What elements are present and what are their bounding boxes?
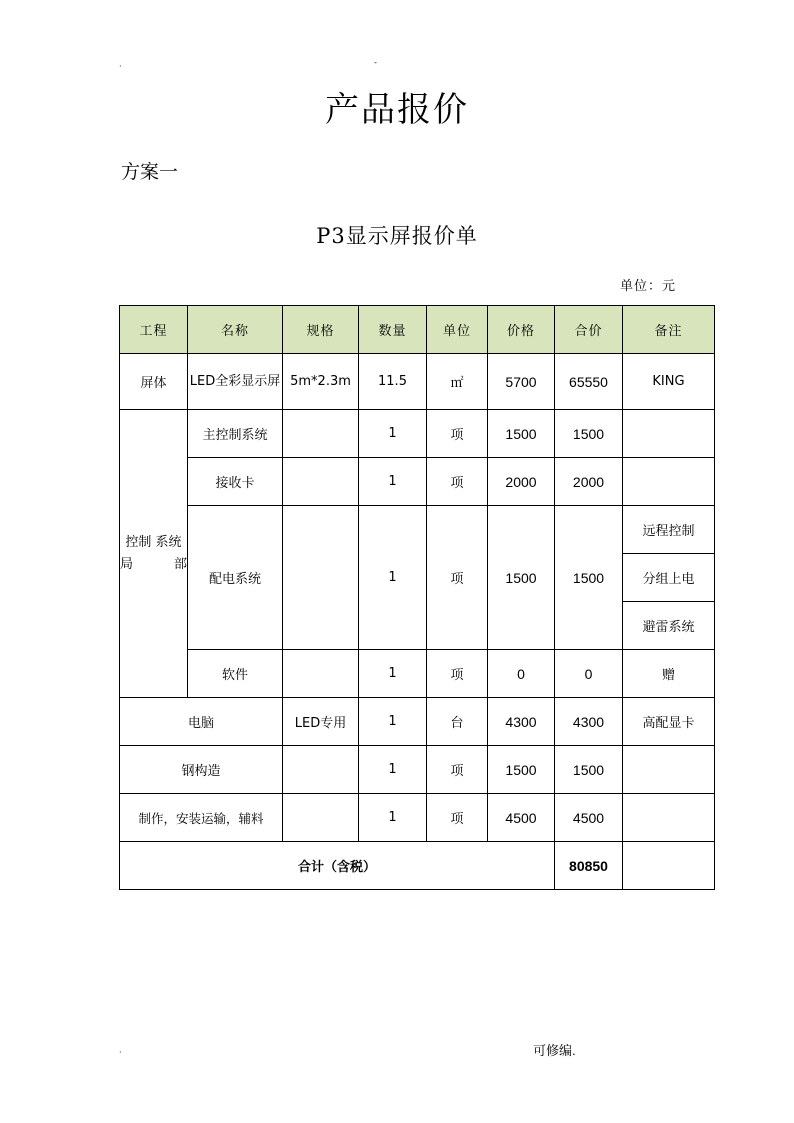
price-cell: 1500 (488, 746, 555, 794)
sum-row (120, 842, 715, 890)
remark-cell (623, 458, 715, 506)
total-cell: 1500 (555, 746, 623, 794)
total-cell: 1500 (555, 410, 623, 458)
header-row (120, 306, 715, 354)
remark-cell: 避雷系统 (623, 602, 715, 650)
sum-value: 80850 (555, 842, 623, 890)
unit-cell: ㎡ (427, 354, 488, 410)
header-cell: 工程 (120, 306, 188, 354)
remark-cell (623, 842, 715, 890)
spec-cell (283, 794, 359, 842)
page-title: 产品报价 (325, 90, 469, 130)
table-row (120, 746, 715, 794)
quote-table (119, 305, 715, 890)
name-cell: LED全彩显示屏 (188, 354, 283, 410)
spec-cell (283, 746, 359, 794)
price-cell: 1500 (488, 410, 555, 458)
qty-cell: 11.5 (359, 354, 427, 410)
name-cell: 主控制系统 (188, 410, 283, 458)
qty-cell: 1 (359, 410, 427, 458)
total-cell: 2000 (555, 458, 623, 506)
control-group-cell: 控制 系统 局部 (120, 410, 188, 698)
name-cell: 配电系统 (188, 506, 283, 650)
price-cell: 2000 (488, 458, 555, 506)
table-row (120, 458, 715, 506)
header-cell: 备注 (623, 306, 715, 354)
qty-cell: 1 (359, 698, 427, 746)
total-cell: 4500 (555, 794, 623, 842)
table-row (120, 698, 715, 746)
table-title: P3显示屏报价单 (316, 224, 478, 248)
unit-cell: 项 (427, 410, 488, 458)
unit-cell: 项 (427, 458, 488, 506)
unit-cell: 项 (427, 506, 488, 650)
header-cell: 名称 (188, 306, 283, 354)
price-cell: 0 (488, 650, 555, 698)
page-corner-mark: · (119, 62, 122, 71)
spec-cell: 5m*2.3m (283, 354, 359, 410)
name-cell: 电脑 (120, 698, 283, 746)
footer-note: 可修编. (533, 1043, 576, 1058)
table-row (120, 410, 715, 458)
total-cell: 1500 (555, 506, 623, 650)
sum-label: 合计（含税） (120, 842, 555, 890)
remark-cell: 远程控制 (623, 506, 715, 554)
header-cell: 单位 (427, 306, 488, 354)
name-cell: 软件 (188, 650, 283, 698)
qty-cell: 1 (359, 650, 427, 698)
price-cell: 1500 (488, 506, 555, 650)
total-cell: 0 (555, 650, 623, 698)
unit-cell: 台 (427, 698, 488, 746)
spec-cell (283, 650, 359, 698)
remark-cell (623, 746, 715, 794)
project-cell: 屏体 (120, 354, 188, 410)
spec-cell (283, 458, 359, 506)
unit-label: 单位：元 (620, 279, 677, 294)
remark-cell: 分组上电 (623, 554, 715, 602)
unit-cell: 项 (427, 746, 488, 794)
name-cell: 制作，安装运输，辅料 (120, 794, 283, 842)
header-cell: 价格 (488, 306, 555, 354)
table-row (120, 354, 715, 410)
remark-cell: KING (623, 354, 715, 410)
unit-cell: 项 (427, 650, 488, 698)
name-cell: 钢构造 (120, 746, 283, 794)
total-cell: 65550 (555, 354, 623, 410)
remark-cell (623, 410, 715, 458)
total-cell: 4300 (555, 698, 623, 746)
name-cell: 接收卡 (188, 458, 283, 506)
price-cell: 5700 (488, 354, 555, 410)
plan-label: 方案一 (121, 161, 179, 183)
table-row (120, 650, 715, 698)
header-cell: 规格 (283, 306, 359, 354)
remark-cell: 赠 (623, 650, 715, 698)
qty-cell: 1 (359, 794, 427, 842)
qty-cell: 1 (359, 746, 427, 794)
price-cell: 4300 (488, 698, 555, 746)
spec-cell (283, 410, 359, 458)
remark-cell (623, 794, 715, 842)
qty-cell: 1 (359, 506, 427, 650)
table-row (120, 794, 715, 842)
remark-cell: 高配显卡 (623, 698, 715, 746)
table-row (120, 506, 715, 554)
page-corner-mark: · (119, 1048, 122, 1057)
page-corner-mark: - (374, 58, 377, 67)
qty-cell: 1 (359, 458, 427, 506)
price-cell: 4500 (488, 794, 555, 842)
spec-cell (283, 506, 359, 650)
spec-cell: LED专用 (283, 698, 359, 746)
header-cell: 数量 (359, 306, 427, 354)
header-cell: 合价 (555, 306, 623, 354)
unit-cell: 项 (427, 794, 488, 842)
